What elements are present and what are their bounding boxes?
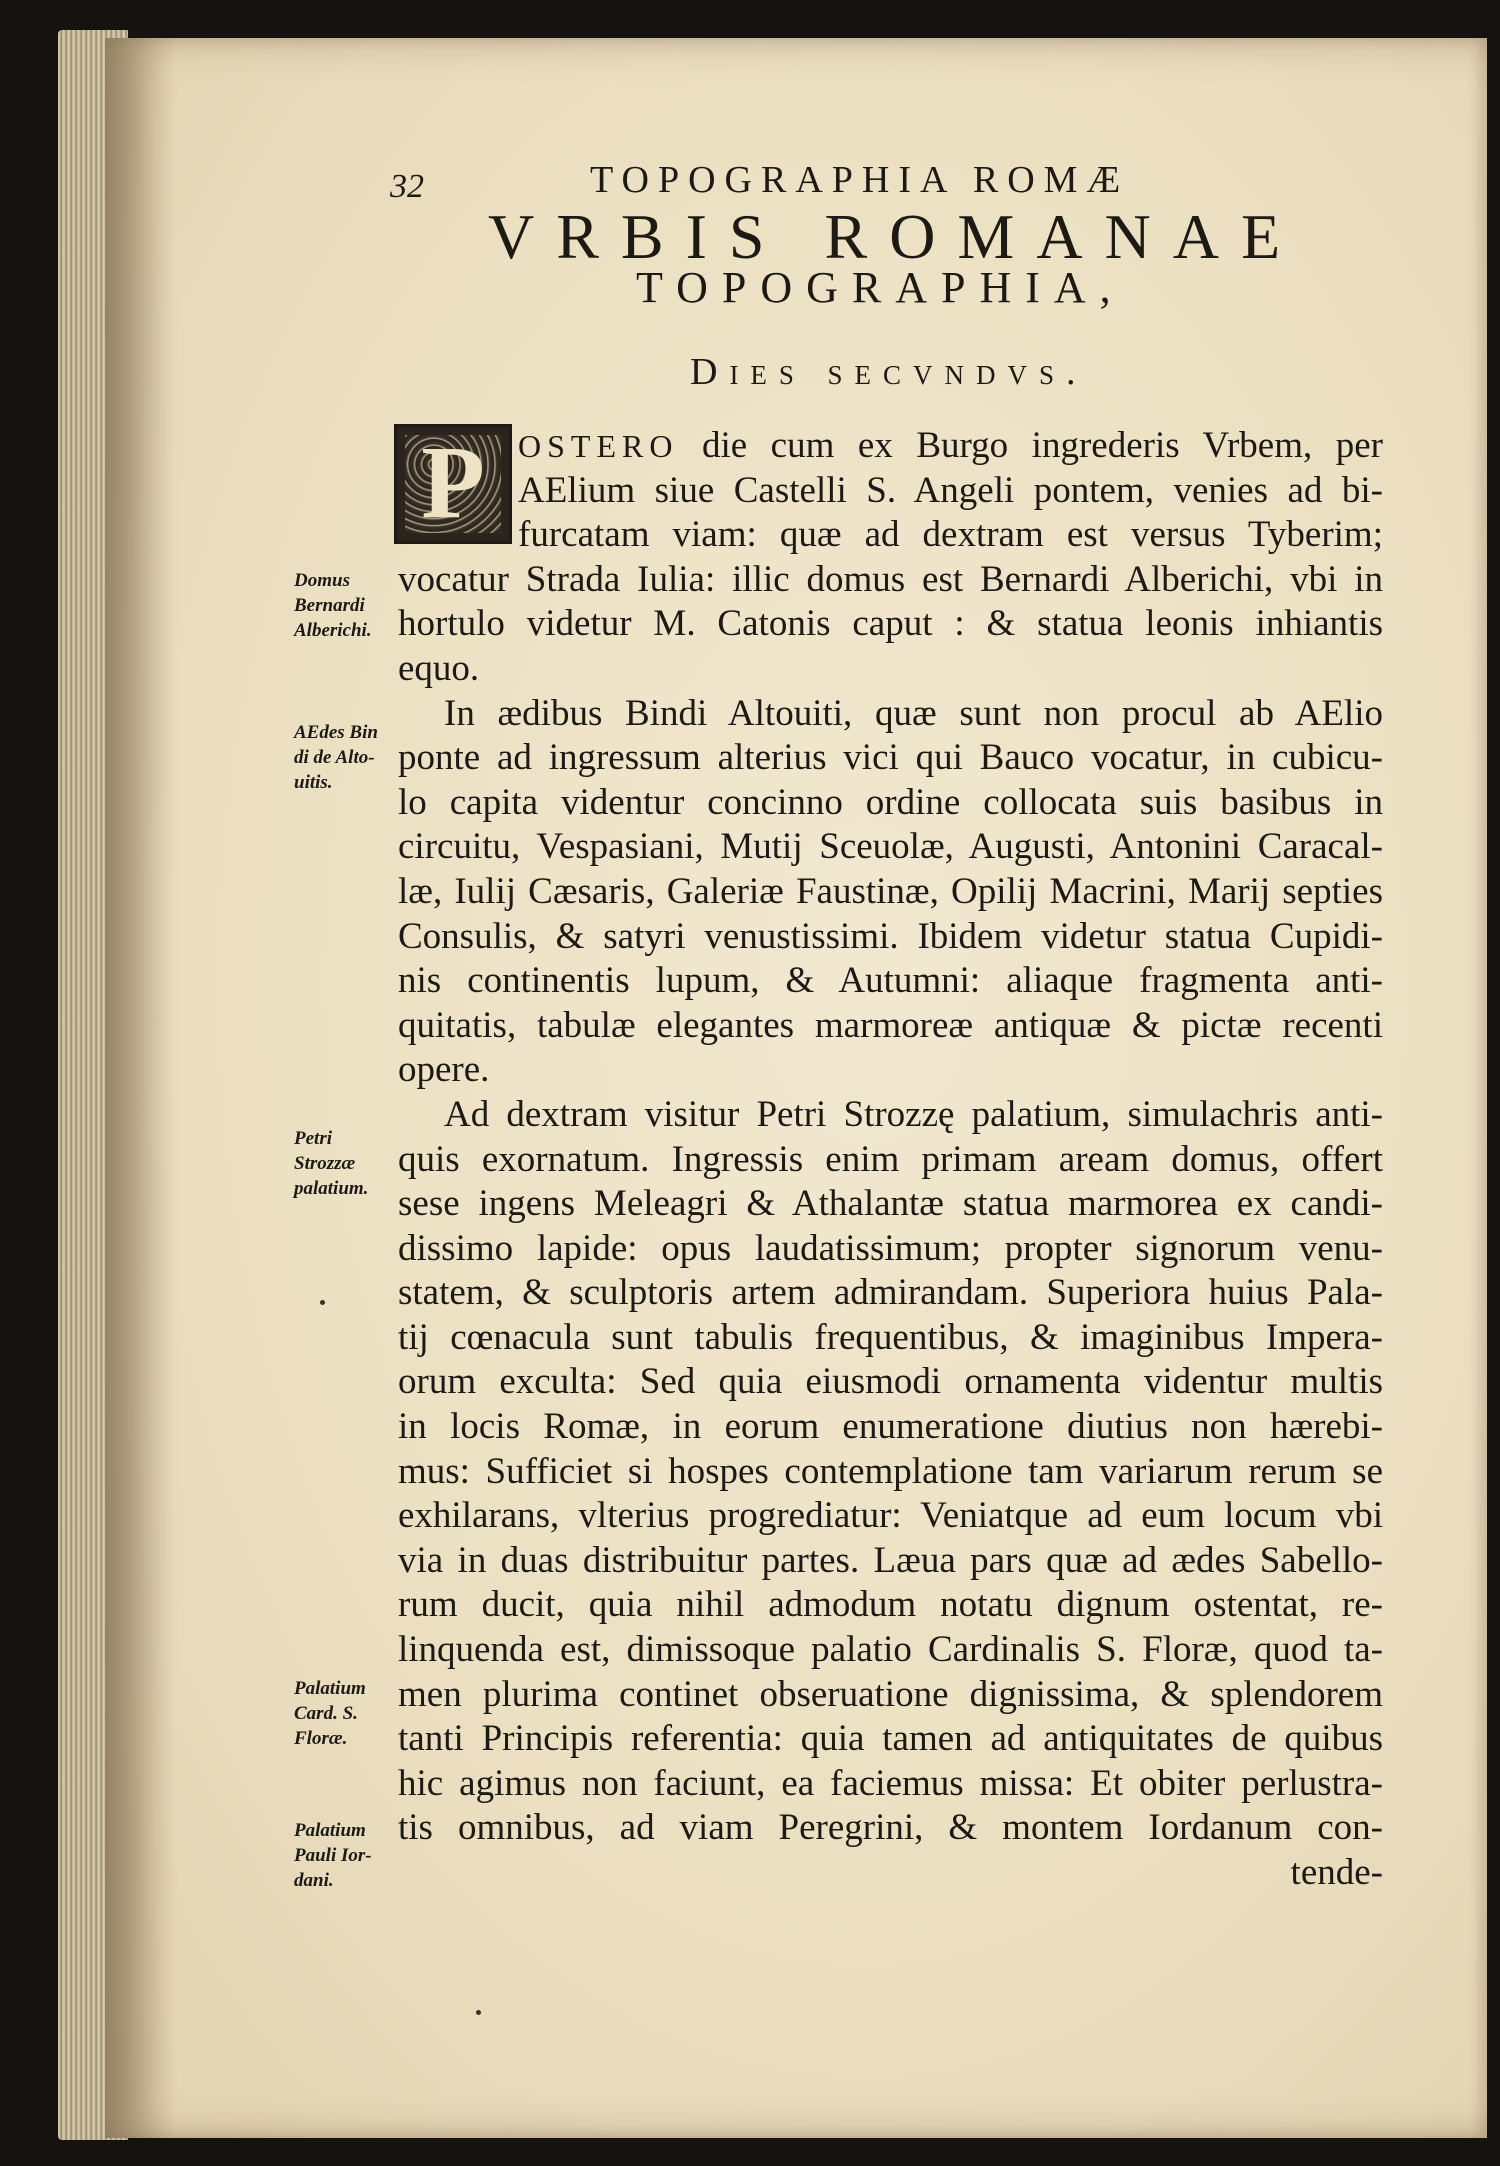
text-line [398, 1405, 1383, 1450]
text-line-content: orum exculta: Sed quia eiusmodi ornamenta videntur multis [398, 1361, 1383, 1403]
text-line [398, 1851, 1383, 1896]
text-line [398, 1138, 1383, 1183]
text-line [398, 870, 1383, 915]
margin-note-line: Palatium [294, 1678, 366, 1699]
text-line [398, 1806, 1383, 1851]
margin-note-line: Strozzæ [294, 1153, 356, 1174]
text-line-content: equo. [398, 647, 480, 689]
margin-note-domus-bernardi [294, 568, 402, 643]
text-line [398, 424, 1383, 469]
text-line-content: vocatur Strada Iulia: illic domus est Bernardi Alberichi, vbi in [398, 558, 1383, 600]
text-line [398, 1762, 1383, 1807]
text-line-content: nis continentis lupum, & Autumni: aliaque fragmenta anti- [398, 960, 1383, 1002]
text-line-content: tis omnibus, ad viam Peregrini, & montem Iordanum con- [398, 1807, 1383, 1849]
section-subtitle: Dies secvndvs. [690, 351, 1088, 393]
margin-note-palatium-pauli [294, 1818, 402, 1893]
running-head: TOPOGRAPHIA ROMÆ [590, 159, 1130, 201]
margin-note-line: palatium. [294, 1178, 369, 1199]
margin-note-aedes-bindi [294, 720, 402, 795]
text-line-content: in locis Romæ, in eorum enumeratione diutius non hærebi- [398, 1406, 1383, 1448]
text-line-content: læ, Iulij Cæsaris, Galeriæ Faustinæ, Opilij Macrini, Marij septies [398, 870, 1383, 912]
text-line [398, 647, 1383, 692]
text-line-content: hortulo videtur M. Catonis caput : & statua leonis inhiantis [398, 603, 1383, 645]
text-line [398, 469, 1383, 514]
margin-note-line: Floræ. [294, 1728, 348, 1749]
margin-note-line: Bernardi [294, 595, 365, 616]
text-line [398, 825, 1383, 870]
margin-note-palatium-card [294, 1676, 402, 1751]
text-line [398, 1539, 1383, 1584]
text-line-content: sese ingens Meleagri & Athalantæ statua marmorea ex candi- [398, 1183, 1383, 1225]
text-line-content: quitatis, tabulæ elegantes marmoreæ antiquæ & pictæ recenti [398, 1004, 1383, 1046]
page-title-secondary: TOPOGRAPHIA, [636, 263, 1125, 312]
text-line-content: hic agimus non faciunt, ea faciemus missa: Et obiter perlustra- [398, 1762, 1383, 1804]
text-line [398, 915, 1383, 960]
text-line [398, 1360, 1383, 1405]
margin-note-line: dani. [294, 1870, 334, 1891]
text-line [398, 736, 1383, 781]
text-line [398, 1182, 1383, 1227]
text-line-content: AElium siue Castelli S. Angeli pontem, venies ad bi- [518, 469, 1383, 511]
text-line-content: circuitu, Vespasiani, Mutij Sceuolæ, Augusti, Antonini Caracal- [398, 826, 1383, 868]
text-line [398, 513, 1383, 558]
ink-speck [320, 1300, 325, 1305]
text-line-content: linquenda est, dimissoque palatio Cardinalis S. Floræ, quod ta- [398, 1629, 1383, 1671]
text-line-content: furcatam viam: quæ ad dextram est versus Tyberim; [518, 514, 1383, 556]
margin-note-line: di de Alto- [294, 747, 375, 768]
text-line-content: In ædibus Bindi Altouiti, quæ sunt non procul ab AElio [444, 692, 1383, 734]
margin-note-line: Pauli Ior- [294, 1845, 372, 1866]
text-line-content: quis exornatum. Ingressis enim primam aream domus, offert [398, 1138, 1383, 1180]
margin-note-line: Alberichi. [294, 620, 372, 641]
text-line-content: statem, & sculptoris artem admirandam. Superiora huius Pala- [398, 1272, 1383, 1314]
text-line-content: Consulis, & satyri venustissimi. Ibidem videtur statua Cupidi- [398, 915, 1383, 957]
text-line [398, 692, 1383, 737]
margin-note-line: Palatium [294, 1820, 366, 1841]
text-line-content: men plurima continet obseruatione dignissima, & splendorem [398, 1673, 1383, 1715]
margin-note-line: AEdes Bin [294, 722, 378, 743]
margin-note-line: Petri [294, 1128, 332, 1149]
text-line-content: mus: Sufficiet si hospes contemplatione tam variarum rerum se [398, 1450, 1383, 1492]
text-line-content: exhilarans, vlterius progrediatur: Veniatque ad eum locum vbi [398, 1495, 1383, 1537]
text-line [398, 1093, 1383, 1138]
text-line [398, 781, 1383, 826]
text-line-content: tij cœnacula sunt tabulis frequentibus, & imaginibus Impera- [398, 1316, 1383, 1358]
margin-note-line: Card. S. [294, 1703, 358, 1724]
text-line [398, 1673, 1383, 1718]
text-line-content: die cum ex Burgo ingrederis Vrbem, per [678, 425, 1383, 466]
text-line [398, 558, 1383, 603]
gutter-shadow [105, 38, 175, 2138]
text-line-content: via in duas distribuitur partes. Læua pars quæ ad ædes Sabello- [398, 1539, 1383, 1581]
text-line [398, 1004, 1383, 1049]
ink-speck [476, 2010, 481, 2015]
margin-note-line: uitis. [294, 772, 333, 793]
text-line [398, 1628, 1383, 1673]
page-title: VRBIS ROMANAE [488, 201, 1303, 272]
text-line [398, 1271, 1383, 1316]
text-line-content: tende- [1290, 1852, 1383, 1893]
text-line [398, 1227, 1383, 1272]
margin-note-line: Domus [294, 570, 350, 591]
text-line [398, 1717, 1383, 1762]
text-line [398, 959, 1383, 1004]
text-line-content: Ad dextram visitur Petri Strozzę palatium, simulachris anti- [444, 1093, 1383, 1135]
text-line [398, 1583, 1383, 1628]
text-line [398, 1450, 1383, 1495]
text-line-content: opere. [398, 1049, 490, 1091]
text-line-content: dissimo lapide: opus laudatissimum; propter signorum venu- [398, 1227, 1383, 1269]
text-line-content: rum ducit, quia nihil admodum notatu dignum ostentat, re- [398, 1584, 1383, 1626]
opening-word: OSTERO [518, 428, 679, 464]
page-number: 32 [390, 168, 424, 205]
text-line [398, 1494, 1383, 1539]
text-line-content: ponte ad ingressum alterius vici qui Bauco vocatur, in cubicu- [398, 737, 1383, 779]
text-line [398, 1316, 1383, 1361]
text-line-content: lo capita videntur concinno ordine collocata suis basibus in [398, 781, 1383, 823]
text-line [398, 602, 1383, 647]
margin-note-petri-strozzae [294, 1126, 402, 1201]
text-line-content: tanti Principis referentia: quia tamen ad antiquitates de quibus [398, 1718, 1383, 1760]
text-line [398, 1048, 1383, 1093]
drop-initial-letter: P [421, 425, 485, 540]
body-text [398, 424, 1383, 1896]
